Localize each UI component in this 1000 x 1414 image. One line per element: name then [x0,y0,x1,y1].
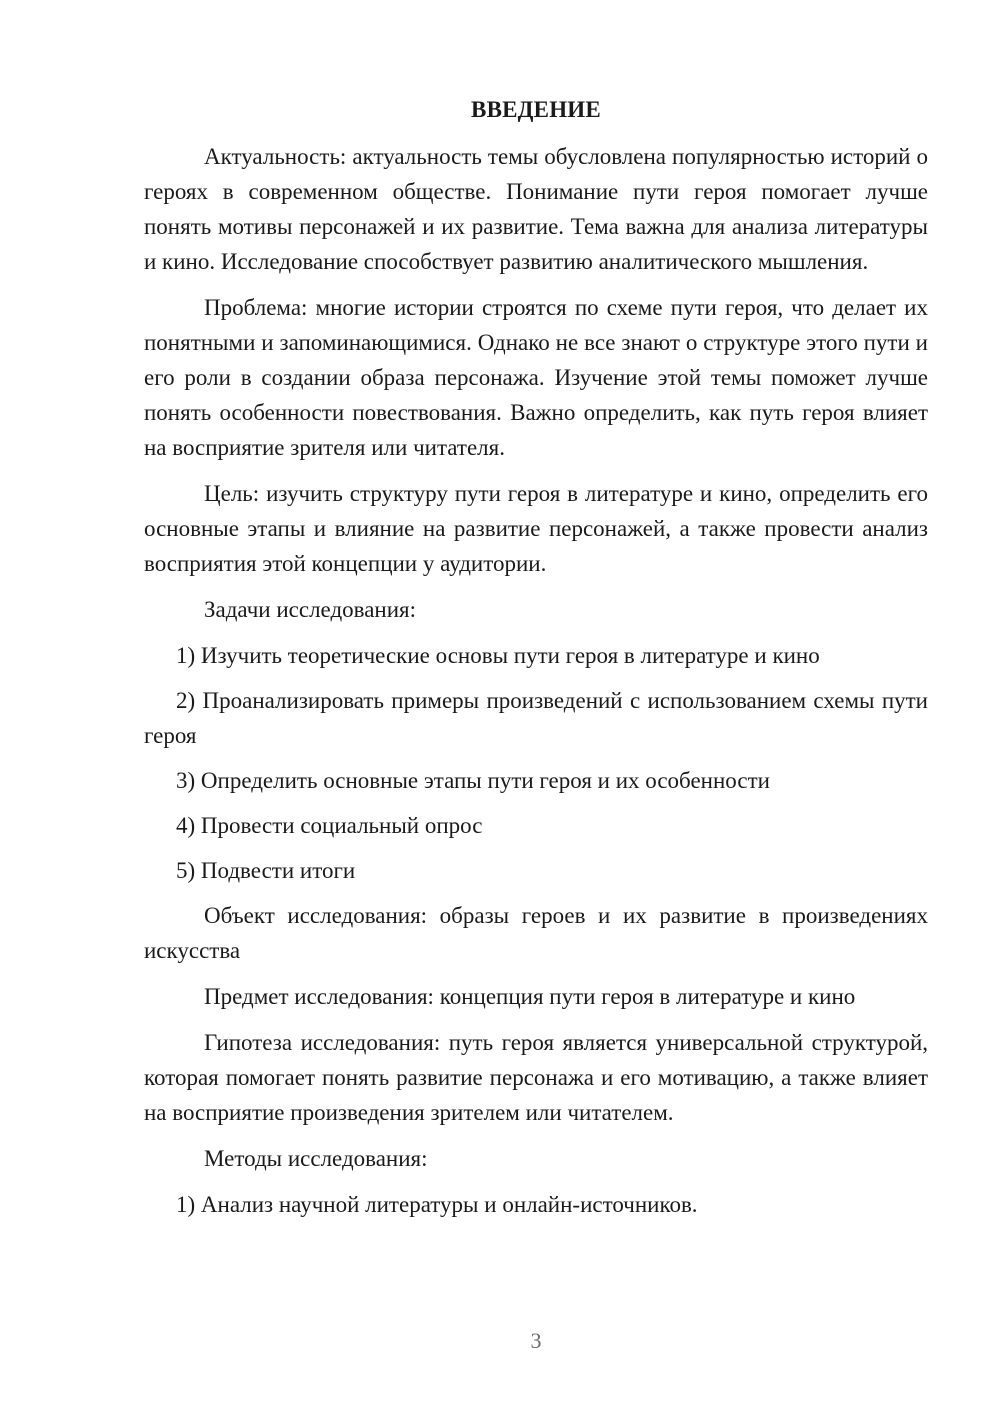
object-paragraph: Объект исследования: образы героев и их развитие в произведениях искусства [144,903,928,963]
relevance-paragraph: Актуальность: актуальность темы обусловлена популярностью историй о героях в современном обществе. Понимание пути героя помогает лучше понять мотивы персонажей и их развитие. Тема важна для анализа литературы и кино. Исследование способствует развитию аналитического мышления. [144,144,928,274]
section-title: ВВЕДЕНИЕ [471,97,601,122]
tasks-list [144,638,928,888]
list-item: 5) Подвести итоги [176,858,356,883]
tasks-heading: Задачи исследования: [204,597,417,622]
list-item: 4) Провести социальный опрос [176,813,483,838]
list-item: 3) Определить основные этапы пути героя и их особенности [176,768,770,793]
hypothesis-paragraph: Гипотеза исследования: путь героя является универсальной структурой, которая помогает понять развитие персонажа и его мотивацию, а также влияет на восприятие произведения зрителем или читателем. [144,1030,928,1125]
methods-list [144,1187,928,1222]
document-page [144,92,928,1232]
page-number: 3 [530,1328,542,1353]
subject-paragraph: Предмет исследования: концепция пути героя в литературе и кино [204,984,856,1009]
goal-paragraph: Цель: изучить структуру пути героя в литературе и кино, определить его основные этапы и влияние на развитие персонажей, а также провести анализ восприятия этой концепции у аудитории. [144,481,928,576]
list-item: 1) Изучить теоретические основы пути героя в литературе и кино [176,643,820,668]
problem-paragraph: Проблема: многие истории строятся по схеме пути героя, что делает их понятными и запоминающимися. Однако не все знают о структуре этого пути и его роли в создании образа персонажа. Изучение этой темы поможет лучше понять особенности повествования. Важно определить, как путь героя влияет на восприятие зрителя или читателя. [144,295,928,460]
methods-heading: Методы исследования: [204,1146,428,1171]
list-item: 1) Анализ научной литературы и онлайн-источников. [176,1192,698,1217]
list-item: 2) Проанализировать примеры произведений с использованием схемы пути героя [144,688,928,748]
